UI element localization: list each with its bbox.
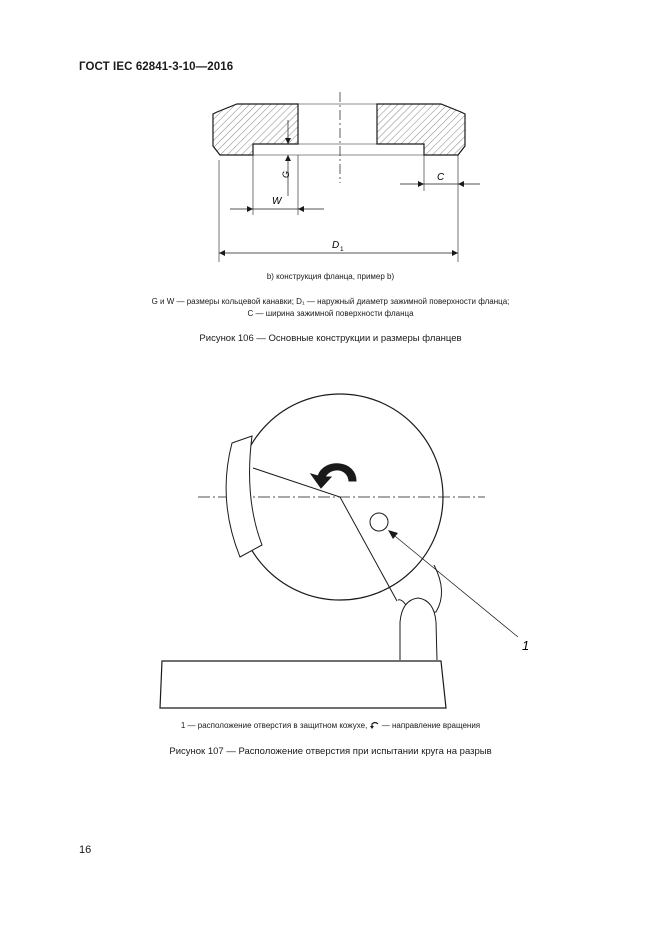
dim-d-label: D <box>332 240 340 251</box>
burst-test-drawing <box>0 370 661 715</box>
dim-c-label: C <box>437 172 445 183</box>
rotation-small-icon <box>370 721 380 729</box>
flange-drawing <box>0 0 661 290</box>
figure106-legend-line1: G и W — размеры кольцевой канавки; D₁ — наружный диаметр зажимной поверхности фланца; <box>151 297 510 306</box>
figure107-legend <box>0 721 661 730</box>
figure107-legend-part1: 1 — расположение отверстия в защитном кожухе, <box>180 721 368 730</box>
figure106-legend-line2: C — ширина зажимной поверхности фланца <box>247 309 414 318</box>
rotation-arrow-icon <box>311 464 356 488</box>
standard-header: ГОСТ IEC 62841-3-10—2016 <box>79 61 234 73</box>
hole-marker <box>370 513 388 531</box>
callout-1-label: 1 <box>522 638 530 653</box>
figure106-subcaption: b) конструкция фланца, пример b) <box>266 272 395 281</box>
figure107-legend-part2: — направление вращения <box>381 721 481 730</box>
side-block <box>226 436 262 557</box>
flange-left-section <box>213 104 298 155</box>
flange-right-section <box>377 104 465 155</box>
dim-d-subscript: 1 <box>340 246 344 253</box>
support-arm <box>400 598 437 660</box>
figure106-title: Рисунок 106 — Основные конструкции и размеры фланцев <box>199 333 462 344</box>
figure107-title: Рисунок 107 — Расположение отверстия при испытании круга на разрыв <box>169 746 492 757</box>
dim-w-label: W <box>272 196 282 207</box>
guard-opening <box>253 468 397 601</box>
page-number: 16 <box>79 844 92 856</box>
dim-g-label: G <box>281 170 291 178</box>
stand-base <box>160 661 446 708</box>
